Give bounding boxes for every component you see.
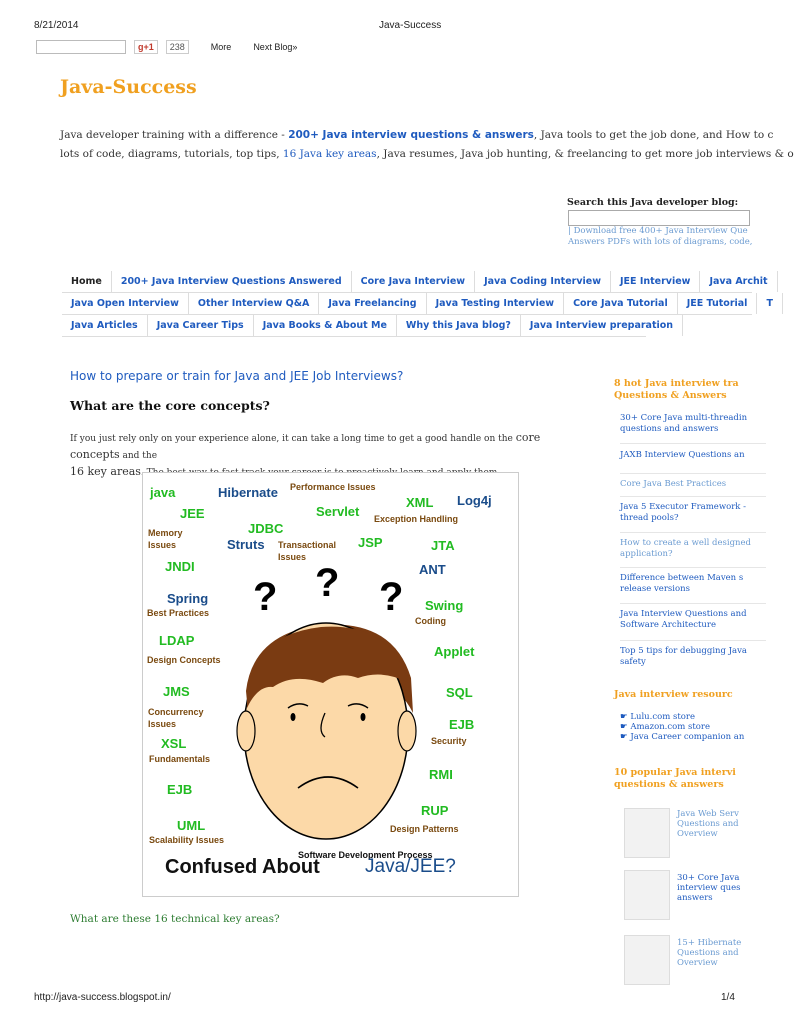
popular-post-text[interactable]: answers [677,893,713,903]
list-item[interactable] [620,604,766,640]
keyword: EJB [167,782,193,797]
list-item-text[interactable]: application? [620,549,673,559]
paragraph-text: If you just rely only on your experience alone, it can take a long time to get a good handle on the [70,434,516,444]
question-mark-icon: ? [253,575,278,619]
popular-post-text[interactable]: interview ques [677,883,741,893]
list-item-text[interactable]: thread pools? [620,513,679,523]
list-item-text[interactable]: Top 5 tips for debugging Java [620,646,747,656]
keyword: JMS [163,684,190,699]
list-item[interactable] [620,444,766,473]
popular-post-text[interactable]: 15+ Hibernate [677,938,742,948]
print-url: http://java-success.blogspot.in/ [34,992,171,1003]
tab-java-articles[interactable]: Java Articles [62,315,148,336]
sidebar-hot-list [620,413,766,675]
tab-java-career-tips[interactable]: Java Career Tips [148,315,254,336]
keyword: JTA [431,538,455,553]
more-link[interactable]: More [210,42,232,52]
popular-post-text[interactable]: Java Web Serv [677,809,739,819]
list-item-text[interactable]: Difference between Maven s [620,573,744,583]
post-thumbnail-image[interactable] [624,870,670,920]
keyword: java [150,485,176,500]
keyword: Performance Issues [290,482,376,492]
keyword: Issues [148,719,177,729]
list-item-text[interactable]: release versions [620,584,690,594]
tab-why-this-blog[interactable]: Why this Java blog? [397,315,521,336]
desc-text: , Java resumes, Java job hunting, & freelancing to get more job interviews & o [376,148,794,160]
keyword: ANT [419,562,446,577]
keyword: JSP [358,535,383,550]
list-item-text[interactable]: Core Java Best Practices [620,479,727,489]
keyword: LDAP [159,633,195,648]
print-date: 8/21/2014 [34,20,79,31]
paragraph-text: and the [119,451,158,461]
list-item-text[interactable]: questions and answers [620,424,719,434]
print-page-title: Java-Success [379,20,442,31]
list-item[interactable] [620,413,766,443]
paragraph-emphasis: 16 key areas [70,465,141,478]
keyword: Swing [425,598,464,613]
sidebar-heading-resources: Java interview resourc [614,689,733,700]
download-link-line2[interactable]: Answers PDFs with lots of diagrams, code, [568,237,753,247]
popular-post-text[interactable]: Questions and [677,819,739,829]
sidebar-heading: Questions & Answers [614,390,727,401]
keyword: RUP [421,803,449,818]
keyword: JDBC [248,521,284,536]
hand-pointer-icon: ☛ [620,722,631,732]
post-thumbnail-image[interactable] [624,935,670,985]
keyword: Coding [415,616,446,626]
list-item[interactable] [620,712,766,722]
gplus-button[interactable]: g+1 [134,40,158,54]
hand-pointer-icon: ☛ [620,712,631,722]
resource-link[interactable]: Java Career companion an [630,732,745,742]
list-item-text[interactable]: 30+ Core Java multi-threadin [620,413,748,423]
keyword: Issues [148,540,177,550]
keyword: Fundamentals [149,754,211,764]
desc-text: lots of code, diagrams, tutorials, top tips, [60,148,283,160]
blog-title[interactable]: Java-Success [60,76,197,98]
keyword: EJB [449,717,475,732]
keyword: Servlet [316,504,360,519]
sidebar-heading: 8 hot Java interview tra [614,378,739,389]
popular-post-text[interactable]: 30+ Core Java [677,873,740,883]
list-item[interactable] [620,641,766,675]
tab-jee-interview[interactable]: JEE Interview [611,271,700,292]
tab-row-3 [62,315,674,337]
desc-text: , Java tools to get the job done, and How to c [533,129,774,141]
keyword: JEE [180,506,205,521]
list-item-text[interactable]: Java 5 Executor Framework - [620,502,747,512]
keyword: Spring [167,591,209,606]
keyword: RMI [429,767,453,782]
list-item[interactable] [620,533,766,567]
hand-pointer-icon: ☛ [620,732,631,742]
tab-java-freelancing[interactable]: Java Freelancing [319,293,426,314]
gplus-count: 238 [166,40,189,54]
caption-java-jee: Java/JEE? [365,856,456,877]
tab-interview-preparation[interactable]: Java Interview preparation [521,315,683,336]
caption-confused: Confused About [165,856,320,878]
list-item[interactable] [620,732,766,742]
list-item[interactable] [620,474,766,496]
navbar-search-input[interactable] [36,40,126,54]
desc-text: Java developer training with a difference - [60,129,289,141]
desc-link-key-areas[interactable]: 16 Java key areas [282,148,377,160]
resource-link[interactable]: Lulu.com store [630,712,695,722]
keyword: Log4j [457,493,492,508]
tab-200-questions[interactable]: 200+ Java Interview Questions Answered [112,271,352,292]
blog-search-input[interactable] [568,210,750,226]
keyword: Exception Handling [374,514,459,524]
tab-java-books-about[interactable]: Java Books & About Me [254,315,397,336]
paragraph-emphasis: core concepts [70,431,541,461]
keyword: Concurrency [148,707,204,717]
keyword: Best Practices [147,608,210,618]
keyword: XSL [161,736,187,751]
list-item[interactable] [620,722,766,732]
tab-java-open-interview[interactable]: Java Open Interview [62,293,189,314]
download-pdf-link[interactable] [568,226,752,248]
sidebar-heading: 10 popular Java intervi [614,767,736,778]
blogger-navbar [36,40,297,54]
list-item-text[interactable]: Java Interview Questions and [620,609,747,619]
popular-post-text[interactable]: Overview [677,958,718,968]
popular-post-link[interactable] [677,938,741,968]
keyword: XML [406,495,434,510]
search-label: Search this Java developer blog: [567,197,739,208]
keyword: Transactional [278,540,337,550]
keyword: Security [431,736,467,746]
popular-post-link[interactable] [677,873,741,903]
tab-row-2 [62,293,773,315]
post-heading: What are the core concepts? [70,398,270,413]
desc-link-questions[interactable]: 200+ Java interview questions & answers [288,129,534,141]
keyword: SQL [446,685,473,700]
list-item[interactable] [620,497,766,532]
list-item-text[interactable]: JAXB Interview Questions an [620,450,745,460]
post-title[interactable]: How to prepare or train for Java and JEE Job Interviews? [70,369,404,383]
sidebar-popular [614,767,766,791]
keyword: Scalability Issues [149,835,225,845]
keyword: Memory [148,528,183,538]
keyword: Design Concepts [147,655,221,665]
keyword: UML [177,818,206,833]
keyword: Issues [278,552,307,562]
popular-post-text[interactable]: Questions and [677,948,739,958]
question-mark-icon: ? [315,561,340,605]
sidebar-hot-topics [614,378,766,402]
keyword: Design Patterns [390,824,459,834]
blog-description [60,126,794,164]
list-item-text[interactable]: Software Architecture [620,620,716,630]
keyword: Applet [434,644,475,659]
download-link-line1[interactable]: | Download free 400+ Java Interview Que [568,226,748,236]
next-blog-link[interactable]: Next Blog» [253,42,298,52]
post-subquestion: What are these 16 technical key areas? [70,913,280,925]
tab-truncated[interactable]: T [757,293,782,314]
resource-link[interactable]: Amazon.com store [630,722,710,732]
tab-other-interview[interactable]: Other Interview Q&A [189,293,319,314]
tab-jee-tutorial[interactable]: JEE Tutorial [678,293,758,314]
list-item[interactable] [620,568,766,603]
popular-post-text[interactable]: Overview [677,829,718,839]
keyword: JNDI [165,559,195,574]
question-mark-icon: ? [379,575,404,619]
keyword: Struts [227,537,265,552]
keyword: Software Development Process [298,850,433,860]
tab-core-java-tutorial[interactable]: Core Java Tutorial [564,293,678,314]
print-page-number: 1/4 [721,992,735,1003]
keyword: Hibernate [218,485,278,500]
tab-java-architecture[interactable]: Java Archit [700,271,777,292]
tab-core-java-interview[interactable]: Core Java Interview [352,271,475,292]
confused-about-java-illustration [142,472,519,897]
tab-home[interactable]: Home [62,271,112,292]
sidebar-heading: questions & answers [614,779,724,790]
list-item-text[interactable]: How to create a well designed [620,538,751,548]
tab-java-coding-interview[interactable]: Java Coding Interview [475,271,611,292]
popular-post-link[interactable] [677,809,739,839]
list-item-text[interactable]: safety [620,657,646,667]
sidebar-resources-list [620,712,766,742]
tab-java-testing-interview[interactable]: Java Testing Interview [427,293,564,314]
tab-row-1 [62,271,768,293]
post-thumbnail-image[interactable] [624,808,670,858]
